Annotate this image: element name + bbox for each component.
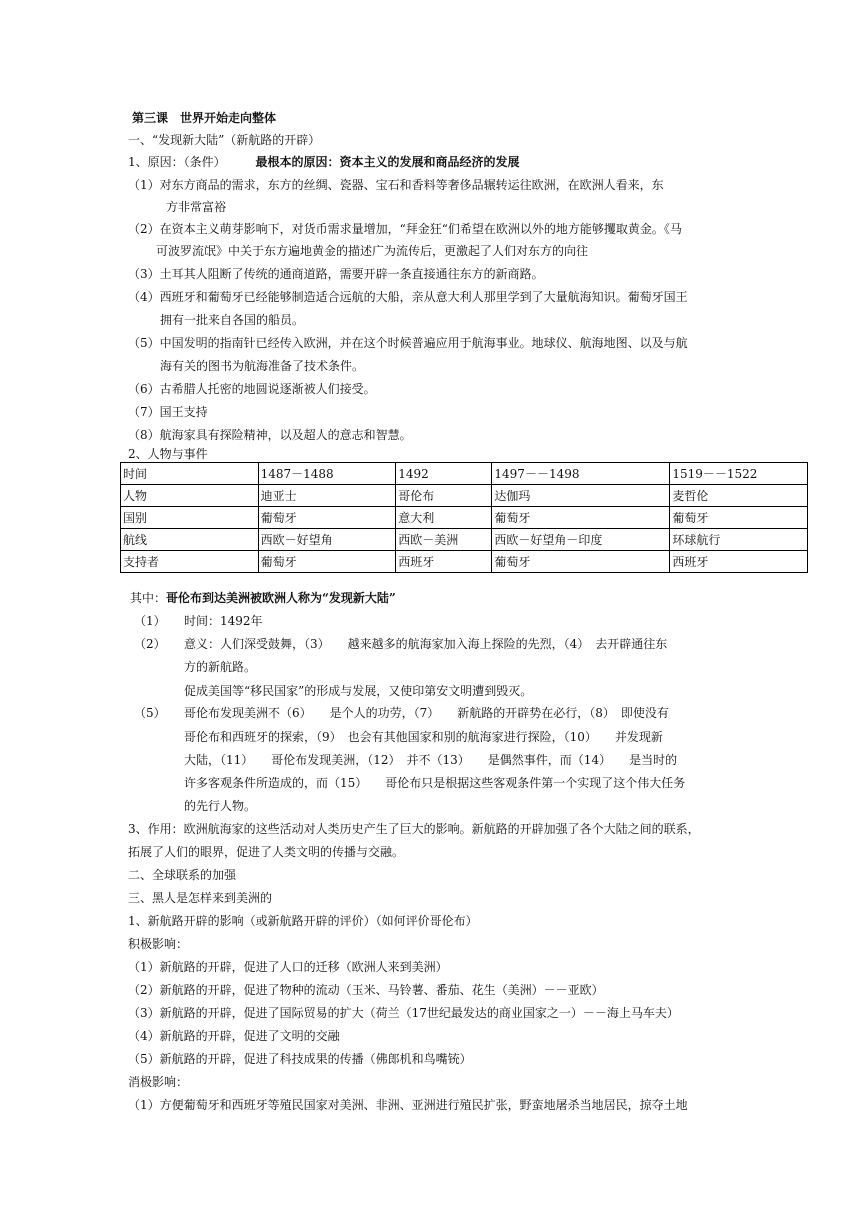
impact-heading: 1、新航路开辟的影响（或新航路开辟的评价）（如何评价哥伦布） (128, 914, 478, 928)
table-cell: 航线 (121, 529, 259, 551)
table-cell: 西欧－好望角 (258, 529, 396, 551)
reason-4-line-2: 拥有一批来自各国的船员。 (160, 313, 305, 327)
table-cell: 达伽玛 (492, 485, 670, 507)
table-cell: 哥伦布 (396, 485, 492, 507)
reason-5-line-1: （5）中国发明的指南针已经传入欧洲，并在这个时候普遍应用于航海事业。地球仪、航海地图、以及与航 (128, 336, 688, 350)
table-cell: 葡萄牙 (258, 507, 396, 529)
table-row (121, 529, 808, 551)
table-cell: 葡萄牙 (670, 507, 808, 529)
negative-heading: 消极影响： (128, 1075, 189, 1089)
table-cell: 迪亚士 (258, 485, 396, 507)
positive-5: （5）新航路的开辟，促进了科技成果的传播（佛郎机和鸟嘴铳） (128, 1052, 472, 1066)
reason-7: （7）国王支持 (128, 405, 208, 419)
table-cell: 环球航行 (670, 529, 808, 551)
note-5-number: （5） (134, 706, 166, 720)
table-cell: 西欧－好望角－印度 (492, 529, 670, 551)
table-cell: 1497－－1498 (492, 463, 670, 485)
table-cell: 西班牙 (670, 551, 808, 573)
negative-1: （1）方便葡萄牙和西班牙等殖民国家对美洲、非洲、亚洲进行殖民扩张，野蛮地屠杀当地居民，掠夺土地 (128, 1098, 688, 1112)
effect-line-1: 3、作用：欧洲航海家的这些活动对人类历史产生了巨大的影响。新航路的开辟加强了各个大陆之间的联系， (128, 822, 700, 836)
section-1-heading: 一、“发现新大陆”（新航路的开辟） (128, 133, 321, 147)
table-cell: 西欧－美洲 (396, 529, 492, 551)
reason-root: 最根本的原因：资本主义的发展和商品经济的发展 (255, 155, 520, 169)
table-cell: 葡萄牙 (258, 551, 396, 573)
navigators-table (120, 462, 808, 573)
note-5-line-5: 的先行人物。 (184, 799, 257, 813)
reason-2-line-2: 可波罗流氓》中关于东方遍地黄金的描述广为流传后，更激起了人们对东方的向往 (156, 244, 589, 258)
note-1-number: （1） (134, 614, 166, 628)
note-5-line-3: 大陆，（11） 哥伦布发现美洲，（12） 并不（13） 是偶然事件，而（14） 是当时的 (184, 753, 678, 767)
reason-label: 1、原因：（条件） (128, 155, 226, 169)
among-line (130, 590, 396, 606)
table-row (121, 485, 808, 507)
section-3-heading: 三、黑人是怎样来到美洲的 (128, 891, 273, 905)
note-2-line-1: 意义：人们深受鼓舞，（3） 越来越多的航海家加入海上探险的先烈，（4） 去开辟通往东 (184, 637, 668, 651)
among-label: 其中： (130, 591, 167, 605)
table-cell: 时间 (121, 463, 259, 485)
note-5-line-1: 哥伦布发现美洲不（6） 是个人的功劳，（7） 新航路的开辟势在必行，（8） 即使没有 (184, 706, 669, 720)
table-cell: 意大利 (396, 507, 492, 529)
note-2-number: （2） (134, 637, 166, 651)
table-cell: 麦哲伦 (670, 485, 808, 507)
table-cell: 支持者 (121, 551, 259, 573)
table-cell: 1492 (396, 463, 492, 485)
table-cell: 1487－1488 (258, 463, 396, 485)
discovery-statement: 哥伦布到达美洲被欧洲人称为“发现新大陆” (166, 591, 396, 605)
positive-4: （4）新航路的开辟，促进了文明的交融 (128, 1029, 340, 1043)
positive-1: （1）新航路的开辟，促进了人口的迁移（欧洲人来到美洲） (128, 960, 448, 974)
lesson-title: 第三课 世界开始走向整体 (132, 111, 277, 125)
reason-1-line-1: （1）对东方商品的需求，东方的丝绸、瓷器、宝石和香料等奢侈品辗转运往欧洲，在欧洲人看来，东 (128, 178, 664, 192)
reason-heading (128, 154, 519, 170)
positive-3: （3）新航路的开辟，促进了国际贸易的扩大（荷兰（17世纪最发达的商业国家之一）－－海上马车夫） (128, 1006, 679, 1020)
note-5-line-2: 哥伦布和西班牙的探索，（9） 也会有其他国家和别的航海家进行探险，（10） 并发现新 (184, 730, 663, 744)
table-cell: 西班牙 (396, 551, 492, 573)
positive-heading: 积极影响： (128, 937, 189, 951)
table-cell: 葡萄牙 (492, 551, 670, 573)
reason-4-line-1: （4）西班牙和葡萄牙已经能够制造适合远航的大船，亲从意大利人那里学到了大量航海知识。葡萄牙国王 (128, 290, 688, 304)
reason-1-line-2: 方非常富裕 (166, 200, 227, 214)
table-row (121, 551, 808, 573)
people-heading: 2、人物与事件 (128, 447, 208, 461)
positive-2: （2）新航路的开辟，促进了物种的流动（玉米、马铃薯、番茄、花生（美洲）－－亚欧） (128, 983, 604, 997)
note-2-line-3: 促成美国等“移民国家”的形成与发展，又使印第安文明遭到毁灭。 (184, 684, 533, 698)
reason-8: （8）航海家具有探险精神，以及超人的意志和智慧。 (128, 428, 412, 442)
reason-6: （6）古希腊人托密的地圆说逐渐被人们接受。 (128, 382, 376, 396)
note-2-line-2: 方的新航路。 (184, 660, 257, 674)
table-row (121, 463, 808, 485)
note-5-line-4: 许多客观条件所造成的，而（15） 哥伦布只是根据这些客观条件第一个实现了这个伟大任务 (184, 776, 686, 790)
reason-2-line-1: （2）在资本主义萌芽影响下，对货币需求量增加，“拜金狂“们希望在欧洲以外的地方能够攫取黄金。《马 (128, 222, 682, 236)
table-cell: 葡萄牙 (492, 507, 670, 529)
table-cell: 国别 (121, 507, 259, 529)
reason-5-line-2: 海有关的图书为航海准备了技术条件。 (160, 359, 365, 373)
section-2-heading: 二、全球联系的加强 (128, 868, 237, 882)
table-cell: 1519－－1522 (670, 463, 808, 485)
table-row (121, 507, 808, 529)
note-1-text: 时间：1492年 (184, 614, 263, 628)
reason-3: （3）土耳其人阻断了传统的通商道路，需要开辟一条直接通往东方的新商路。 (128, 267, 544, 281)
table-cell: 人物 (121, 485, 259, 507)
effect-line-2: 拓展了人们的眼界，促进了人类文明的传播与交融。 (128, 845, 405, 859)
